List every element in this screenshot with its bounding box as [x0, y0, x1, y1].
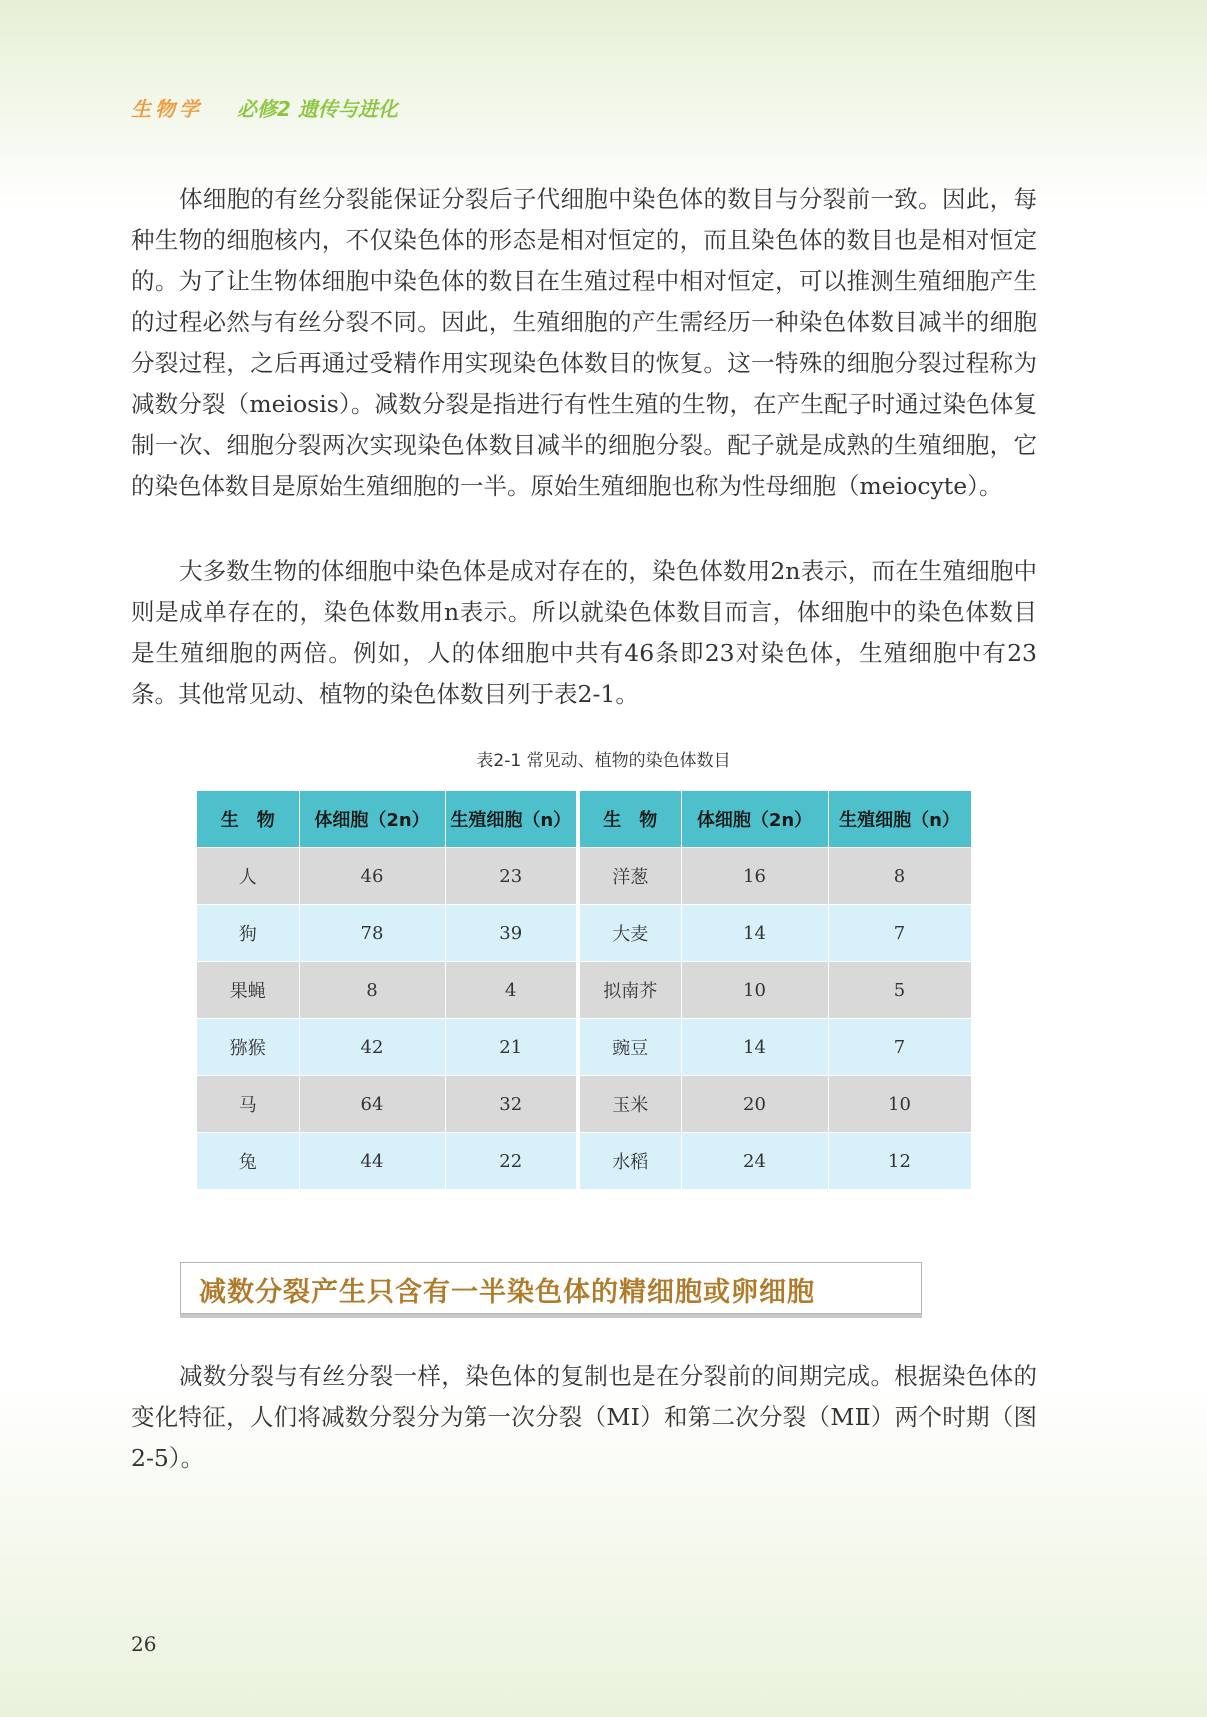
table-cell: 10: [828, 1076, 971, 1133]
table-cell: 64: [299, 1076, 445, 1133]
table-cell: 12: [828, 1133, 971, 1190]
table-cell: 7: [828, 905, 971, 962]
table-cell: 8: [299, 962, 445, 1019]
table-cell: 兔: [197, 1133, 299, 1190]
table-row: [197, 905, 971, 962]
table-cell: 46: [299, 848, 445, 905]
table-cell: 39: [445, 905, 578, 962]
table-cell: 5: [828, 962, 971, 1019]
table-cell: 4: [445, 962, 578, 1019]
paragraph-chromosome-number: 大多数生物的体细胞中染色体是成对存在的，染色体数用2n表示，而在生殖细胞中则是成单存在的，染色体数用n表示。所以就染色体数目而言，体细胞中的染色体数目是生殖细胞的两倍。例如，人的体细胞中共有46条即23对染色体，生殖细胞中有23条。其他常见动、植物的染色体数目列于表2-1。: [131, 557, 1037, 708]
table-cell: 洋葱: [578, 848, 681, 905]
table-cell: 21: [445, 1019, 578, 1076]
table-row: [197, 1019, 971, 1076]
table-cell: 拟南芥: [578, 962, 681, 1019]
table-cell: 果蝇: [197, 962, 299, 1019]
table-cell: 44: [299, 1133, 445, 1190]
table-cell: 16: [681, 848, 828, 905]
table-cell: 78: [299, 905, 445, 962]
table-cell: 豌豆: [578, 1019, 681, 1076]
table-cell: 猕猴: [197, 1019, 299, 1076]
table-row: [197, 1076, 971, 1133]
chromosome-number-table: [197, 791, 972, 1189]
header-organism: 生 物: [197, 791, 299, 848]
table-cell: 24: [681, 1133, 828, 1190]
table-cell: 大麦: [578, 905, 681, 962]
table-cell: 20: [681, 1076, 828, 1133]
table-cell: 14: [681, 1019, 828, 1076]
header-germ-n: 生殖细胞（n）: [445, 791, 578, 848]
header-organism: 生 物: [578, 791, 681, 848]
header-germ-n: 生殖细胞（n）: [828, 791, 971, 848]
header-somatic-2n: 体细胞（2n）: [299, 791, 445, 848]
table-cell: 马: [197, 1076, 299, 1133]
table-cell: 狗: [197, 905, 299, 962]
table-cell: 10: [681, 962, 828, 1019]
table-cell: 22: [445, 1133, 578, 1190]
table-row: [197, 848, 971, 905]
table-cell: 水稻: [578, 1133, 681, 1190]
page-number: 26: [131, 1632, 157, 1656]
paragraph-meiosis-phases: 减数分裂与有丝分裂一样，染色体的复制也是在分裂前的间期完成。根据染色体的变化特征，人们将减数分裂分为第一次分裂（MⅠ）和第二次分裂（MⅡ）两个时期（图2-5）。: [131, 1362, 1037, 1472]
table-cell: 玉米: [578, 1076, 681, 1133]
section-heading-box: [180, 1262, 922, 1314]
header-subject: 生物学: [131, 97, 203, 121]
table-cell: 32: [445, 1076, 578, 1133]
table-caption: 表2-1 常见动、植物的染色体数目: [476, 751, 731, 771]
paragraph-meiosis-intro: 体细胞的有丝分裂能保证分裂后子代细胞中染色体的数目与分裂前一致。因此，每种生物的细胞核内，不仅染色体的形态是相对恒定的，而且染色体的数目也是相对恒定的。为了让生物体细胞中染色体的数目在生殖过程中相对恒定，可以推测生殖细胞产生的过程必然与有丝分裂不同。因此，生殖细胞的产生需经历一种染色体数目减半的细胞分裂过程，之后再通过受精作用实现染色体数目的恢复。这一特殊的细胞分裂过程称为减数分裂（meiosis）。减数分裂是指进行有性生殖的生物，在产生配子时通过染色体复制一次、细胞分裂两次实现染色体数目减半的细胞分裂。配子就是成熟的生殖细胞，它的染色体数目是原始生殖细胞的一半。原始生殖细胞也称为性母细胞（meiocyte）。: [131, 185, 1037, 500]
section-heading: 减数分裂产生只含有一半染色体的精细胞或卵细胞: [199, 1277, 815, 1308]
table-header-row: [197, 791, 971, 848]
table-row: [197, 1133, 971, 1190]
running-header: [131, 93, 398, 122]
table-row: [197, 962, 971, 1019]
table-cell: 14: [681, 905, 828, 962]
header-book-title: 必修2 遗传与进化: [237, 97, 398, 121]
table-cell: 42: [299, 1019, 445, 1076]
table-cell: 8: [828, 848, 971, 905]
table-cell: 23: [445, 848, 578, 905]
table-cell: 人: [197, 848, 299, 905]
table-cell: 7: [828, 1019, 971, 1076]
header-somatic-2n: 体细胞（2n）: [681, 791, 828, 848]
